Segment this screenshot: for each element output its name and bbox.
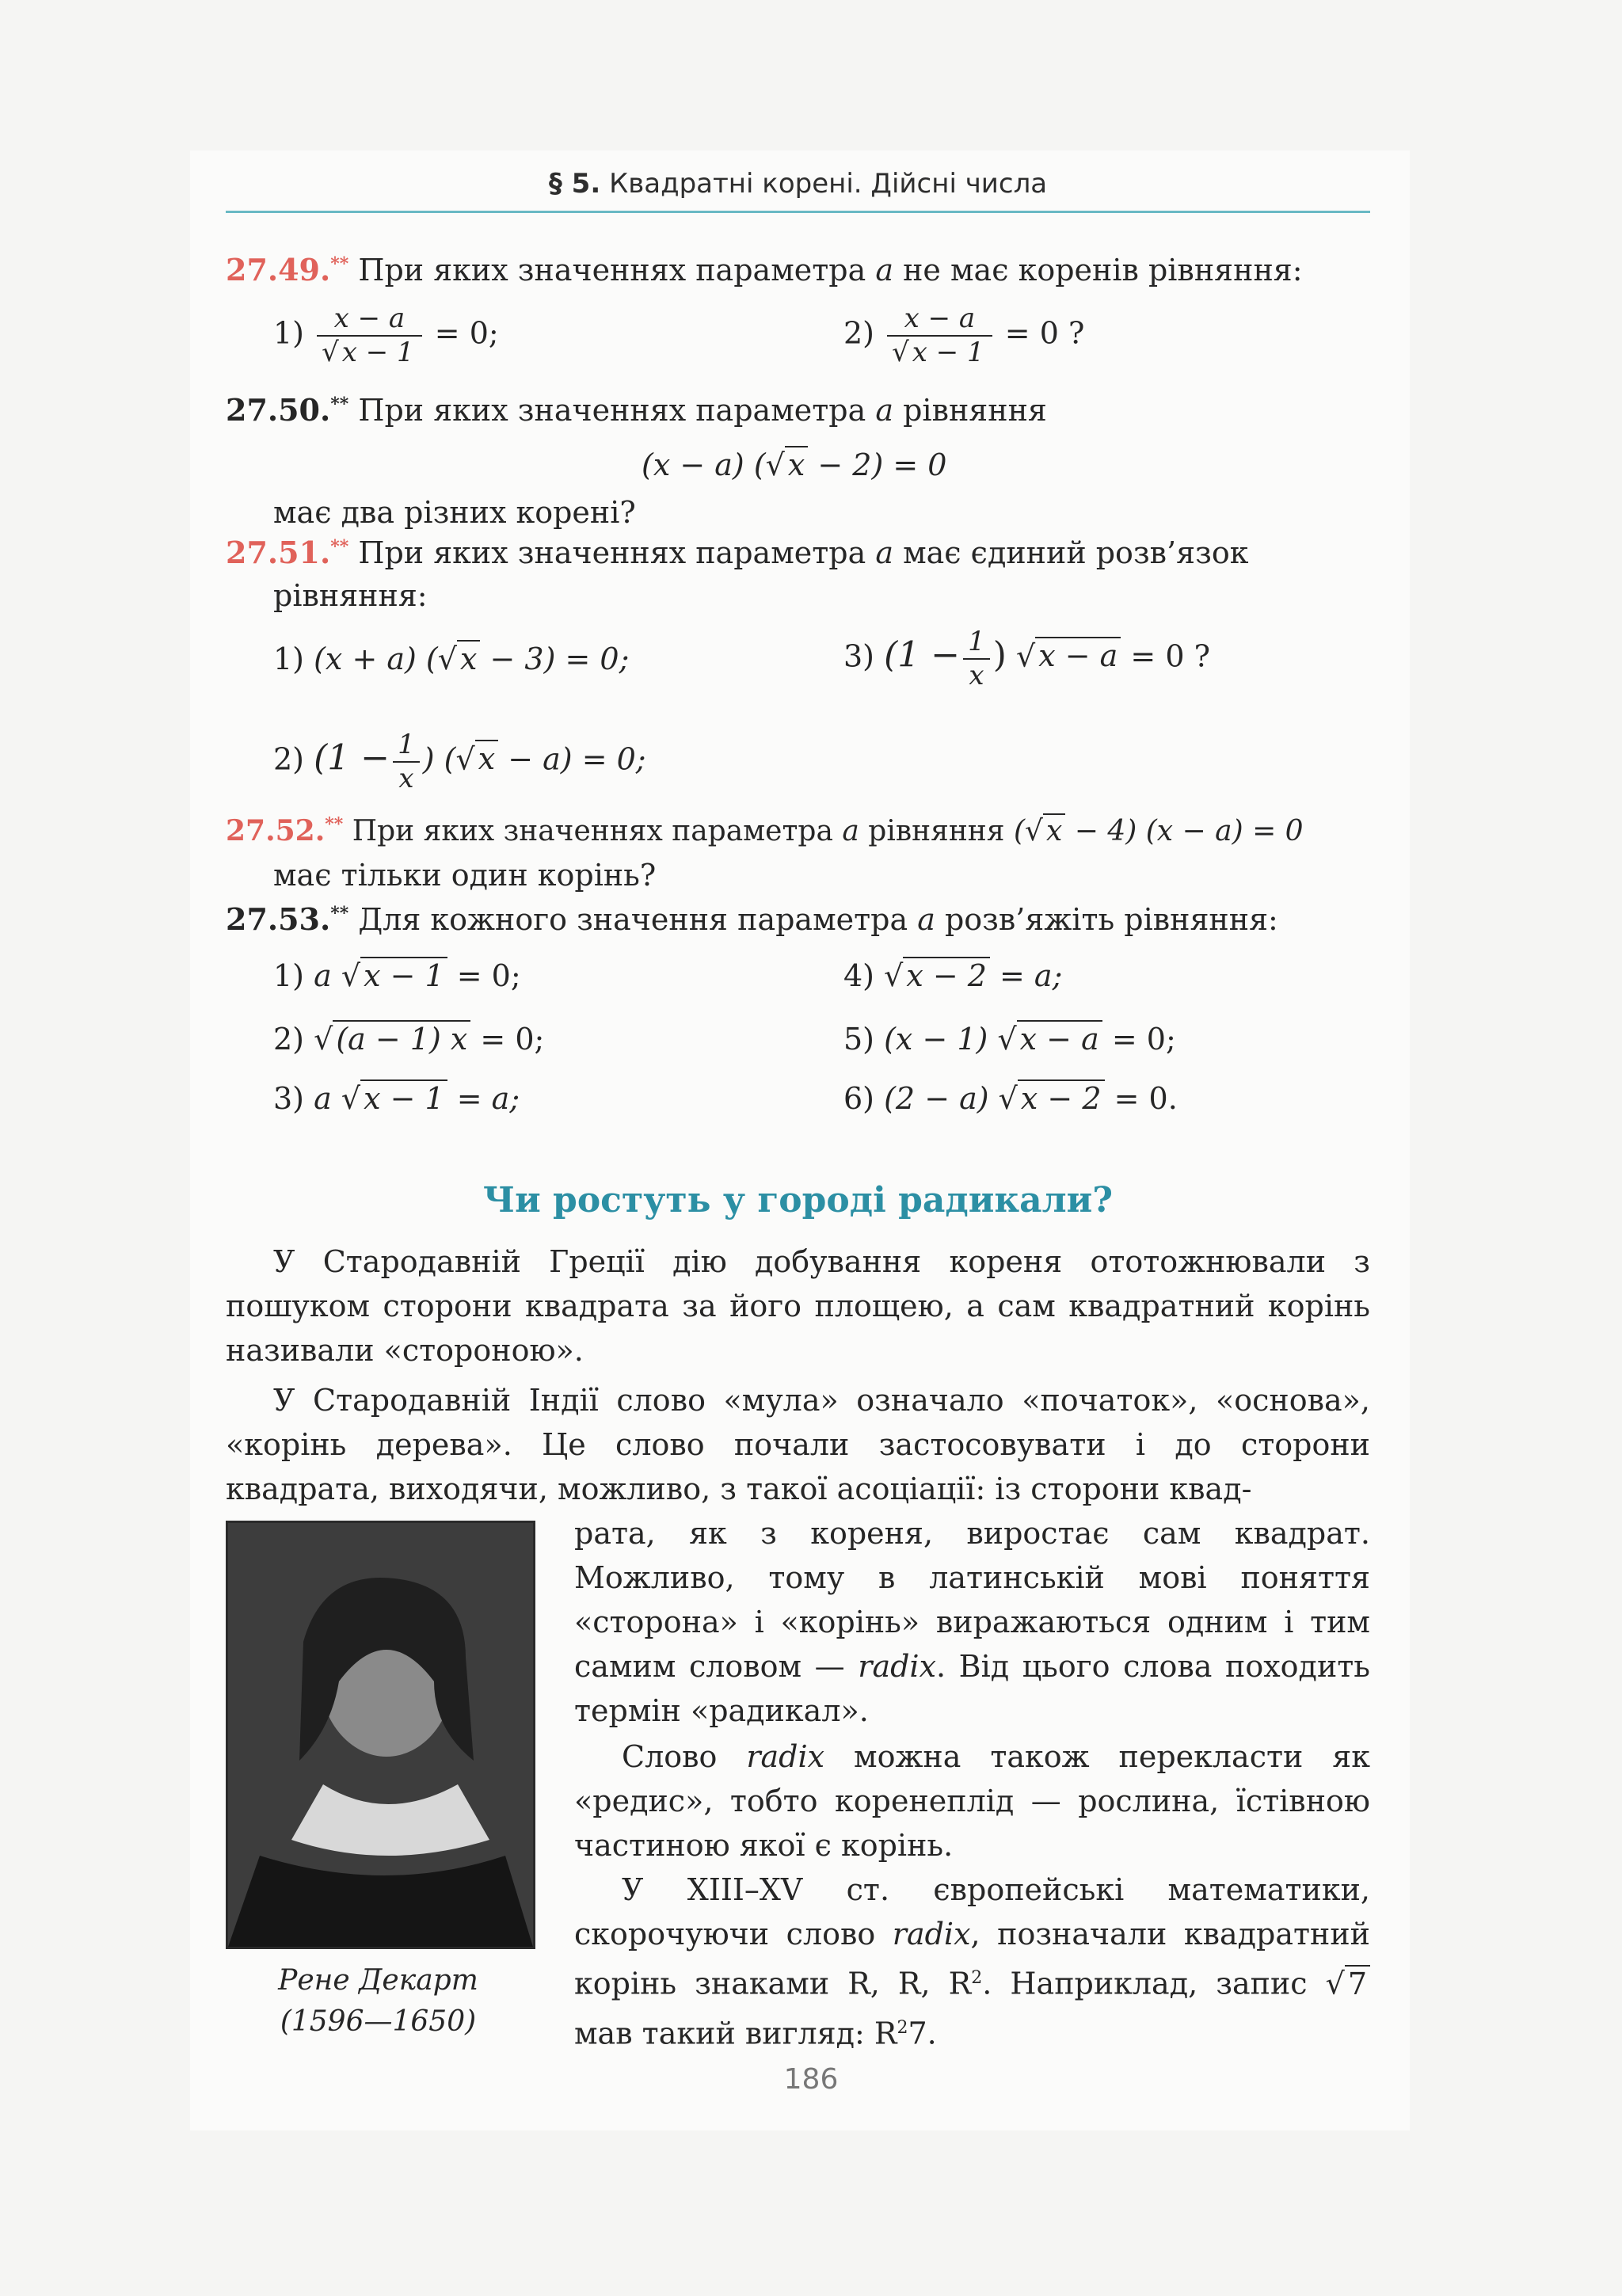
problem-27-50: 27.50.** При яких значеннях параметра a рівняння xyxy=(226,392,1047,428)
article-paragraph-1: У Стародавній Греції дію добування кореня ототожнювали з пошуком сторони квадрата за його площею, а сам квадратний корінь називали «стороною». xyxy=(226,1244,1370,1368)
problem-27-50-question: має два різних корені? xyxy=(273,495,636,530)
problem-27-53-item-5: 5) (x − 1) √ x − a = 0; xyxy=(843,1022,1176,1057)
problem-27-50-equation: (x − a) (√ x − 2) = 0 xyxy=(642,447,947,482)
article-paragraph-3: Слово radix можна також перекласти як «редис», тобто коренеплід — рослина, їстівною частиною якої є корінь. xyxy=(574,1739,1370,1863)
article-title: Чи ростуть у городі радикали? xyxy=(482,1180,1114,1220)
problem-27-51-item-2: 2) (1 − $\frac{1}{x}$ ) (√ x − a) = 0; xyxy=(273,729,646,794)
problem-27-51-item-1: 1) (x + a) (√ x − 3) = 0; xyxy=(273,642,630,676)
portrait-caption: Рене Декарт (1596—1650) xyxy=(278,1964,478,2038)
article-paragraph-2-continued: рата, як з кореня, виростає сам квадрат. Можливо, тому в латинській мові поняття «сторона» і «корінь» виражаються одним і тим самим словом — radix. Від цього слова походить термін «радикал». xyxy=(574,1516,1370,1728)
problem-27-51-item-3: 3) (1 − $\frac{1}{x}$ ) √ x − a = 0 ? xyxy=(843,626,1210,691)
article-paragraph-4: У XIII–XV ст. європейські математики, скорочуючи слово radix, позначали квадратний корінь знаками R, R, $R^2$. Наприклад, запис √ 7 мав такий вигляд: $R^27$. xyxy=(574,1872,1370,2051)
portrait-image xyxy=(228,1523,533,1947)
problem-27-49-item-2: 2) $\frac{x - a}{√ x - 1}$ = 0 ? xyxy=(843,303,1085,368)
problem-27-51-continuation: рівняння: xyxy=(273,578,428,613)
problem-27-53: 27.53.** Для кожного значення параметра a розв’яжіть рівняння: xyxy=(226,901,1278,937)
page-number: 186 xyxy=(783,2063,839,2096)
descartes-portrait xyxy=(226,1521,535,1949)
problem-27-49-item-1: 1) $\frac{x - a}{√ x - 1}$ = 0; xyxy=(273,303,499,368)
problem-27-53-item-6: 6) (2 − a) √ x − 2 = 0. xyxy=(843,1081,1178,1116)
article-paragraph-2: У Стародавній Індії слово «мула» означало «початок», «основа», «корінь дерева». Це слово почали застосовувати і до сторони квадрата, виходячи, можливо, з такої асоціації: із сторони квад- xyxy=(226,1383,1370,1506)
problem-27-53-item-4: 4) √ x − 2 = a; xyxy=(843,958,1063,993)
problem-27-51: 27.51.** При яких значеннях параметра a має єдиний розв’язок xyxy=(226,535,1249,570)
problem-27-49: 27.49.** При яких значеннях параметра a не має коренів рівняння: xyxy=(226,252,1303,287)
problem-27-52-question: має тільки один корінь? xyxy=(273,858,657,893)
running-header: § 5. Квадратні корені. Дійсні числа xyxy=(226,168,1370,213)
problem-27-53-item-3: 3) a √ x − 1 = a; xyxy=(273,1081,520,1116)
problem-27-53-item-2: 2) √ (a − 1) x = 0; xyxy=(273,1022,545,1057)
problem-27-53-item-1: 1) a √ x − 1 = 0; xyxy=(273,958,521,993)
problem-27-52: 27.52.** При яких значеннях параметра a рівняння (√ x − 4) (x − a) = 0 xyxy=(226,814,1304,847)
